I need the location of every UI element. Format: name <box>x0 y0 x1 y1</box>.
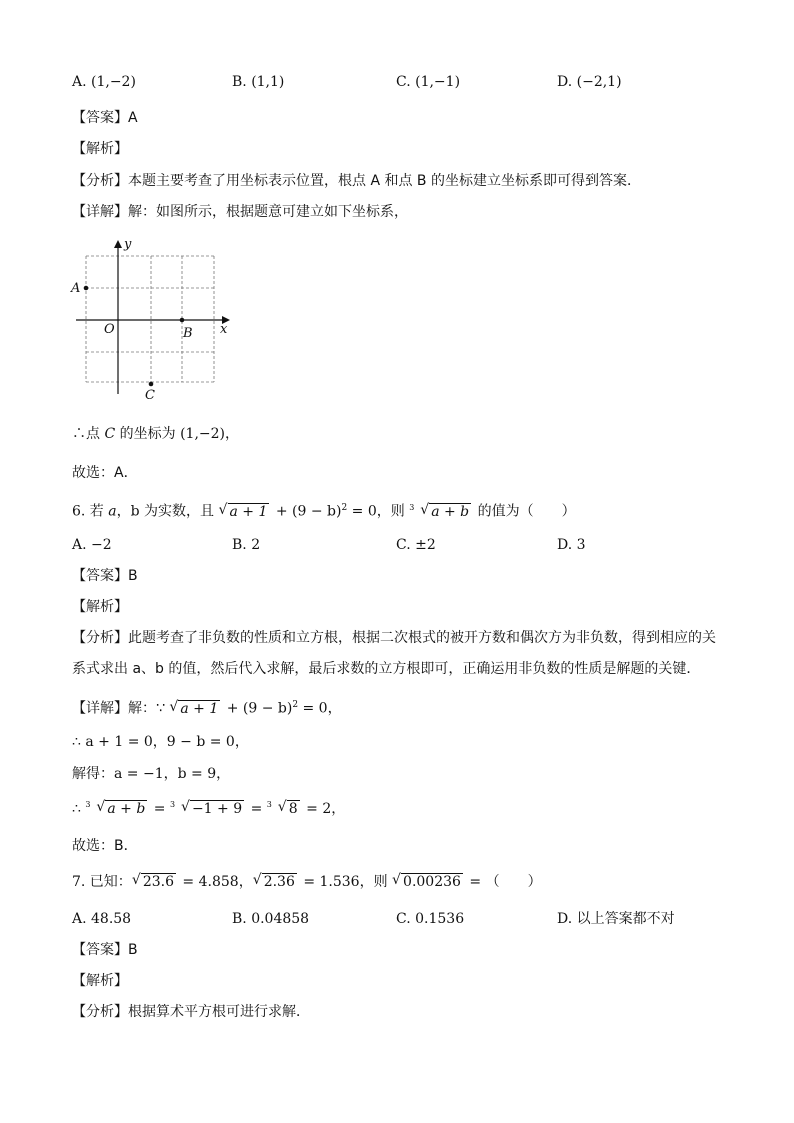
q5-fenxi: 【分析】本题主要考查了用坐标表示位置，根点 A 和点 B 的坐标建立坐标系即可得到答案． <box>72 173 641 189</box>
q6-xiangjie: 【详解】解：∵ √ $a + 1 + (9 - b)^2 = 0$， <box>72 698 342 717</box>
q7-stem: 7. 已知： √ 23.6 = 4.858， √ 2.36 = 1.536，则 √ 0.00236 = （ ） <box>72 872 542 890</box>
q6-choose: 故选：B． <box>72 838 138 854</box>
q5-conclusion: ∴点 C 的坐标为 (1,−2)， <box>72 426 239 442</box>
q6-stem: 6. 若 a，b 为实数，且 √ $a + 1 + (9 - b)^2 = 0$，则 3 √ a + b 的值为（ ） <box>72 501 576 520</box>
q5-option-b: B. (1,1) <box>232 74 285 90</box>
label-a: A <box>71 281 81 296</box>
q7-option-a: A. 48.58 <box>72 911 132 927</box>
q7-fenxi: 【分析】根据算术平方根可进行求解． <box>72 1004 310 1020</box>
label-b: B <box>183 326 193 341</box>
q6-analysis-tag: 【解析】 <box>72 599 128 615</box>
q5-analysis-tag: 【解析】 <box>72 141 128 157</box>
q7-analysis-tag: 【解析】 <box>72 973 128 989</box>
q6-step3: ∴ 3 √ a + b = 3 √ −1 + 9 = 3 √ 8 = 2， <box>72 799 346 817</box>
label-y: y <box>124 237 132 252</box>
label-x: x <box>220 322 228 337</box>
q6-step2: 解得：a = −1，b = 9， <box>72 766 231 782</box>
q5-option-a: A. (1,−2) <box>72 74 136 90</box>
q6-option-a: A. −2 <box>72 537 112 553</box>
label-o: O <box>104 322 115 337</box>
point-a <box>84 286 89 291</box>
point-c <box>149 382 154 387</box>
q7-option-c: C. 0.1536 <box>396 911 465 927</box>
q5-choose: 故选：A． <box>72 465 138 481</box>
q6-option-b: B. 2 <box>232 537 261 553</box>
q5-answer: 【答案】A <box>72 110 138 126</box>
point-b <box>180 318 185 323</box>
q6-fenxi-line1: 【分析】此题考查了非负数的性质和立方根，根据二次根式的被开方数和偶次方为非负数，得到相应的关 <box>72 630 716 646</box>
coordinate-figure <box>66 234 236 406</box>
q6-answer: 【答案】B <box>72 568 138 584</box>
q6-step1: ∴ a + 1 = 0，9 − b = 0， <box>72 734 249 750</box>
q7-option-b: B. 0.04858 <box>232 911 310 927</box>
q6-fenxi-line2: 系式求出 a、b 的值，然后代入求解，最后求数的立方根即可，正确运用非负数的性质是解题的关键． <box>72 661 701 677</box>
q5-option-d: D. (−2,1) <box>557 74 622 90</box>
q5-option-c: C. (1,−1) <box>396 74 461 90</box>
q5-xiangjie: 【详解】解：如图所示，根据题意可建立如下坐标系， <box>72 204 408 220</box>
label-c: C <box>145 388 155 403</box>
q7-option-d: D. 以上答案都不对 <box>557 911 675 927</box>
q7-answer: 【答案】B <box>72 942 138 958</box>
q6-option-d: D. 3 <box>557 537 586 553</box>
q6-option-c: C. ±2 <box>396 537 436 553</box>
